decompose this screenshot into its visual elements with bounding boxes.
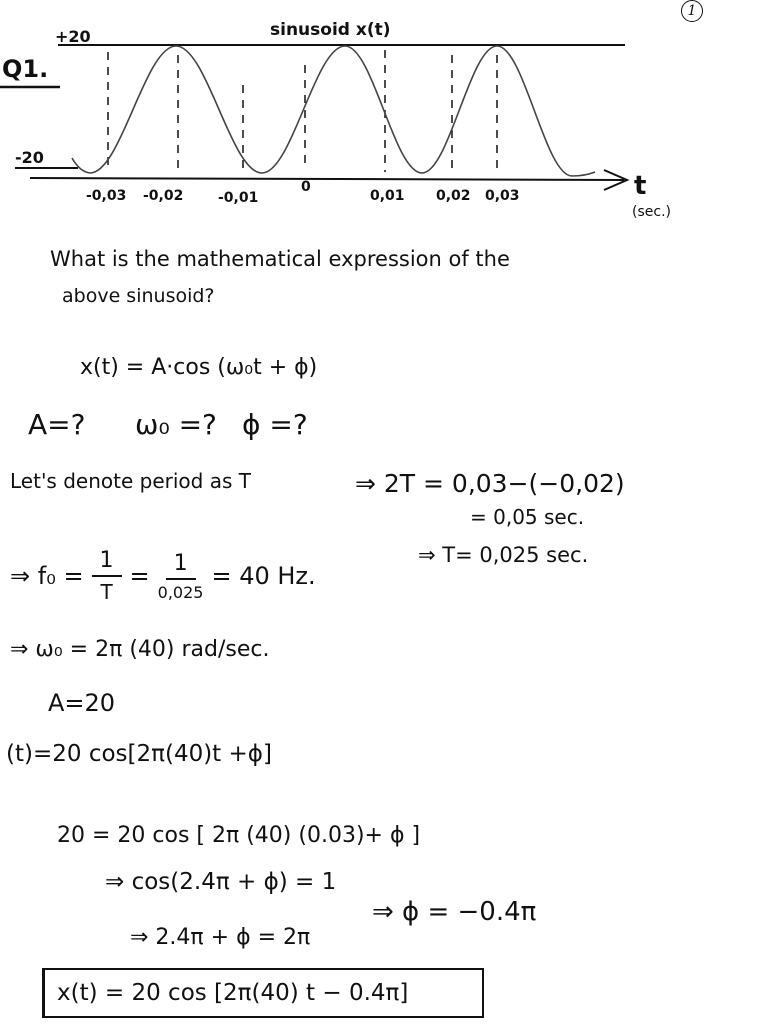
question-line-1: What is the mathematical expression of the [50,247,510,271]
page-number: 1 [681,0,703,22]
x-tick-label: 0,01 [370,188,405,204]
final-answer-box [42,968,484,1018]
fraction-numerator: 1 [92,548,122,577]
unknown-omega: ω₀ =? [135,408,217,441]
unknown-phase: ϕ =? [242,408,308,441]
omega-equation: ⇒ ω₀ = 2π (40) rad/sec. [10,637,270,662]
y-min-label: -20 [15,148,44,167]
equals-sign: = [129,562,150,590]
period-value: ⇒ T= 0,025 sec. [418,543,589,567]
frequency-prefix: ⇒ f₀ = [10,562,84,590]
x-tick-label: -0,01 [218,190,259,206]
two-period-value: = 0,05 sec. [470,505,585,529]
x-tick-label: 0,03 [485,188,520,204]
fraction-one-over-period [158,551,204,602]
sinusoid-curve [72,46,595,176]
unknown-amplitude: A=? [28,408,86,441]
frequency-result: = 40 Hz. [211,562,316,590]
partial-expression: (t)=20 cos[2π(40)t +ϕ] [6,741,272,767]
time-axis [30,178,624,180]
x-unit-label: (sec.) [632,204,671,220]
angle-step: ⇒ 2.4π + ϕ = 2π [130,925,311,950]
fraction-one-over-t [92,548,122,604]
question-line-2: above sinusoid? [62,285,215,307]
graph-title: sinusoid x(t) [270,20,391,40]
condition-equation: 20 = 20 cos [ 2π (40) (0.03)+ ϕ ] [57,823,421,848]
fraction-numerator: 1 [166,551,196,580]
x-tick-label: -0,03 [86,188,127,204]
x-axis-label: t [634,171,647,201]
period-intro: Let's denote period as T [10,469,251,493]
cos-step: ⇒ cos(2.4π + ϕ) = 1 [105,869,337,895]
fraction-denominator: 0,025 [157,582,204,602]
x-tick-label: 0,02 [436,188,471,204]
two-period-equation: ⇒ 2T = 0,03−(−0,02) [355,469,625,498]
question-label: Q1. [2,55,49,83]
x-tick-label: -0,02 [143,188,184,204]
phase-result: ⇒ ϕ = −0.4π [372,897,537,927]
fraction-denominator: T [100,580,113,604]
sinusoid-graph [0,0,768,230]
y-max-label: +20 [55,27,91,46]
model-equation: x(t) = A·cos (ω₀t + ϕ) [80,355,318,380]
final-answer: x(t) = 20 cos [2π(40) t − 0.4π] [57,980,409,1006]
x-tick-label: 0 [301,179,311,195]
frequency-line [10,548,316,604]
amplitude-value: A=20 [48,689,116,717]
